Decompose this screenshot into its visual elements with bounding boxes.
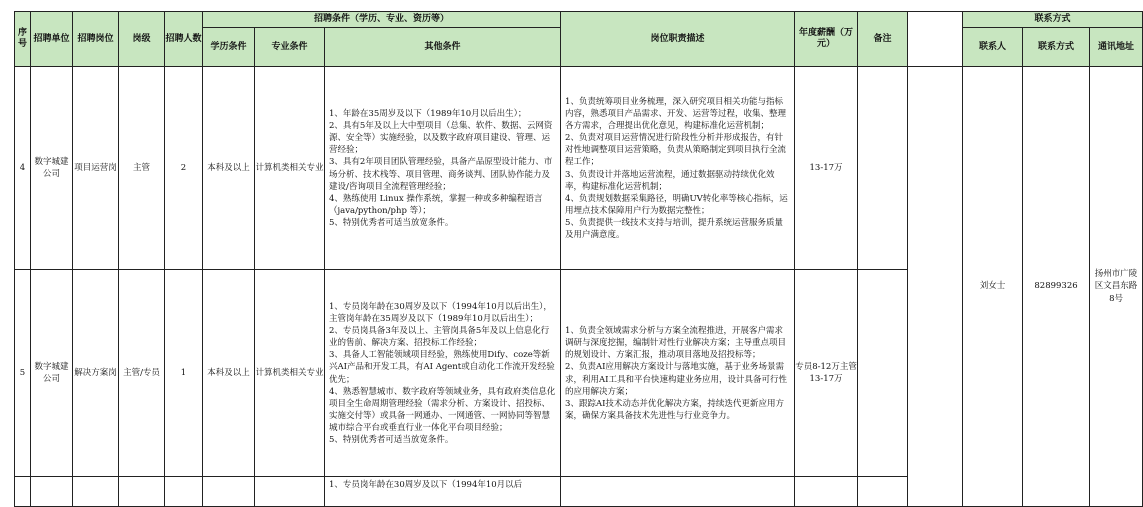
header-contact-phone: 联系方式	[1023, 28, 1090, 67]
condition-line: 1、专员岗年龄在30周岁及以下（1994年10月以后	[329, 480, 523, 490]
header-blank-gap	[908, 12, 963, 67]
header-post: 招聘岗位	[73, 12, 119, 67]
duty-line: 3、跟踪AI技术动态并优化解决方案，持续迭代更新应用方案，确保方案具备技术先进性与行业竞争力。	[565, 398, 784, 421]
header-address: 通讯地址	[1090, 28, 1143, 67]
table-row	[15, 67, 1143, 270]
cell-remark	[858, 477, 908, 507]
header-contact-person: 联系人	[963, 28, 1023, 67]
header-major: 专业条件	[255, 28, 325, 67]
cell-duties	[561, 67, 795, 270]
header-duties: 岗位职责描述	[561, 12, 795, 67]
cell-other-conditions	[325, 67, 561, 270]
cell-post: 项目运营岗	[73, 67, 119, 270]
header-other: 其他条件	[325, 28, 561, 67]
cell-major: 计算机类相关专业	[255, 67, 325, 270]
cell-education	[203, 477, 255, 507]
duty-line: 1、负责全领域需求分析与方案全流程推进，开展客户需求调研与深度挖掘，编制针对性行业解决方案；主导重点项目的规划设计、方案汇报，推动项目落地及招投标等；	[565, 326, 787, 361]
condition-line: 3、具备人工智能领域项目经验，熟练使用Dify、coze等新兴AI产品和开发工具，有AI Agent或自动化工作流开发经验优先；	[329, 350, 555, 385]
condition-line: 1、专员岗年龄在30周岁及以下（1994年10月以后出生），主管岗年龄在35周岁及以下（1989年10月以后出生）；	[329, 301, 552, 325]
duty-line: 2、负责AI应用解决方案设计与落地实施，基于业务场景需求，利用AI工具和平台快速构建业务应用，设计具备可行性的应用解决方案；	[565, 362, 788, 397]
header-seq: 序号	[15, 12, 31, 67]
cell-level: 主管/专员	[119, 270, 165, 477]
cell-duties	[561, 477, 795, 507]
condition-line: 5、特别优秀者可适当放宽条件。	[329, 434, 454, 445]
condition-line: 2、专员岗具备3年及以上、主管岗具备5年及以上信息化行业的售前、解决方案、招投标工作经验；	[329, 326, 550, 349]
cell-unit: 数字城建公司	[31, 270, 73, 477]
job-table-viewport	[14, 11, 1138, 497]
cell-other-conditions	[325, 270, 561, 477]
cell-unit: 数字城建公司	[31, 67, 73, 270]
cell-major: 计算机类相关专业	[255, 270, 325, 477]
header-level: 岗级	[119, 12, 165, 67]
cell-salary: 13-17万	[795, 67, 858, 270]
cell-count: 2	[165, 67, 203, 270]
condition-line: 4、熟练使用 Linux 操作系统，掌握一种或多种编程语言（java/python/php 等）；	[329, 193, 543, 216]
header-education: 学历条件	[203, 28, 255, 67]
cell-other-conditions	[325, 477, 561, 507]
condition-line: 3、具有2年项目团队管理经验，具备产品原型设计能力、市场分析、技术栈等、项目管理、商务谈判、团队协作能力及建设/咨询项目全流程管理经验；	[329, 157, 553, 192]
header-unit: 招聘单位	[31, 12, 73, 67]
header-salary: 年度薪酬（万元）	[795, 12, 858, 67]
contact-person: 刘女士	[963, 67, 1023, 507]
contact-address: 扬州市广陵区文昌东路8号	[1090, 67, 1143, 507]
contact-phone: 82899326	[1023, 67, 1090, 507]
cell-duties	[561, 270, 795, 477]
condition-line: 2、具有5年及以上大中型项目（总集、软件、数据、云网资源、安全等）实施经验，以及数字政府项目建设、管理、运营经验；	[329, 121, 553, 156]
condition-line: 1、年龄在35周岁及以下（1989年10月以后出生）；	[329, 109, 527, 120]
header-remark: 备注	[858, 12, 908, 67]
cell-seq: 5	[15, 270, 31, 477]
cell-unit	[31, 477, 73, 507]
duty-line: 3、负责设计并落地运营流程，通过数据驱动持续优化效率，构建标准化运营机制；	[565, 169, 775, 192]
condition-line: 5、特别优秀者可适当放宽条件。	[329, 217, 454, 228]
cell-seq	[15, 477, 31, 507]
cell-post: 解决方案岗	[73, 270, 119, 477]
cell-major	[255, 477, 325, 507]
header-conditions-group: 招聘条件（学历、专业、资历等）	[203, 12, 561, 28]
duty-line: 5、负责提供一线技术支持与培训，提升系统运营服务质量及用户满意度。	[565, 217, 783, 240]
cell-level: 主管	[119, 67, 165, 270]
header-contact-group: 联系方式	[963, 12, 1143, 28]
cell-education: 本科及以上	[203, 67, 255, 270]
cell-salary: 专员8-12万主管13-17万	[795, 270, 858, 477]
cell-remark	[858, 270, 908, 477]
header-count: 招聘人数	[165, 12, 203, 67]
cell-education: 本科及以上	[203, 270, 255, 477]
cell-remark	[858, 67, 908, 270]
cell-salary	[795, 477, 858, 507]
cell-post	[73, 477, 119, 507]
duty-line: 4、负责规划数据采集路径，明确UV转化率等核心指标，运用埋点技术保障用户行为数据完整性；	[565, 193, 788, 216]
cell-count: 1	[165, 270, 203, 477]
cell-seq: 4	[15, 67, 31, 270]
cell-level	[119, 477, 165, 507]
cell-count	[165, 477, 203, 507]
recruitment-table	[14, 11, 1143, 507]
condition-line: 4、熟悉智慧城市、数字政府等领域业务，具有政府类信息化项目全生命周期管理经验（需求分析、方案设计、招投标、实施交付等）或具备一网通办、一网通管、一网协同等智慧城市综合平台或垂直行业一体化平台项目经验；	[329, 386, 556, 433]
duty-line: 1、负责统筹项目业务梳理，深入研究项目相关功能与指标内容，熟悉项目产品需求、开发、运营等过程，收集、整理各方需求，合理提出优化意见，构建标准化运营机制；	[565, 96, 787, 132]
blank-gap-column	[908, 67, 963, 507]
duty-line: 2、负责对项目运营情况进行阶段性分析并形成报告，有针对性地调整项目运营策略，负责从策略制定到项目执行全流程工作；	[565, 133, 787, 168]
